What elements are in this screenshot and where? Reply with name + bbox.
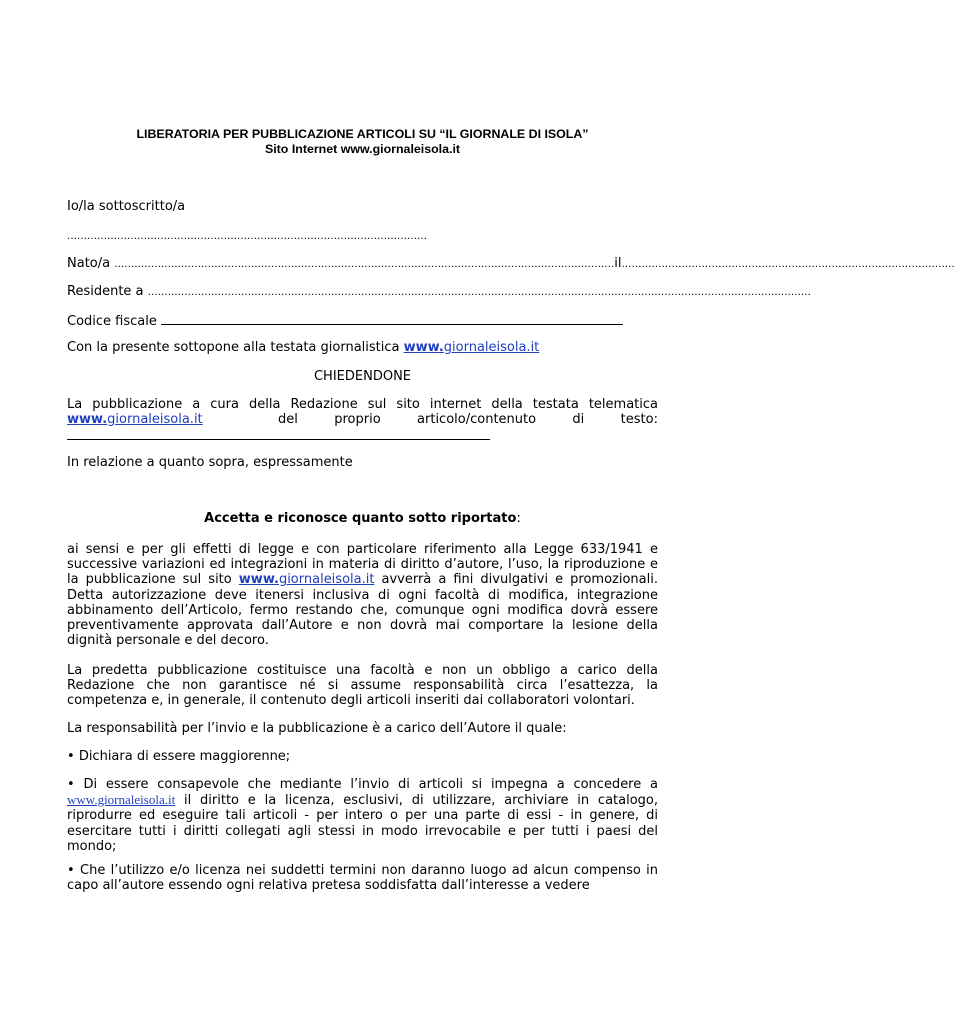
residence-field[interactable]: ……………………………………………………………………………………………………………………………………………………………………….……… xyxy=(147,287,811,298)
residence-line xyxy=(67,284,811,300)
intro-line xyxy=(67,340,658,355)
signer-field[interactable]: ……………………………………………………………………………………………… xyxy=(67,231,427,242)
residence-label: Residente a xyxy=(67,284,144,299)
article-title-field[interactable] xyxy=(67,439,490,440)
chiedendone-heading: CHIEDENDONE xyxy=(313,369,412,384)
paragraph-rights: ai sensi e per gli effetti di legge e con particolare riferimento alla Legge 633/1941 e successive variazioni ed integrazioni in materia di diritto d’autore, l’uso, la riproduzione e la pubblicazione sul sito www.giornaleisola.it avverrà a fini divulgativi e promozionali. Detta autorizzazione deve itenersi inclusiva di ogni facoltà di modifica, integrazione abbinamento dell’Articolo, fermo restando che, comunque ogni modifica dovrà essere preventivamente approvata dall’Autore e non dovrà mai comportare la lesione della dignità personale e del decoro. xyxy=(67,542,658,649)
birth-il-label: il xyxy=(614,256,622,271)
bullet-adult: • Dichiara di essere maggiorenne; xyxy=(67,749,291,764)
bullet-marker: • xyxy=(67,863,75,878)
request-after-text: del proprio articolo/contenuto di testo: xyxy=(278,412,658,427)
fiscal-code-line xyxy=(67,312,658,329)
bullet-marker: • xyxy=(67,749,75,764)
relation-text: In relazione a quanto sopra, espressamente xyxy=(67,455,353,470)
intro-text: Con la presente sottopone alla testata giornalistica xyxy=(67,340,400,355)
fiscal-code-field[interactable] xyxy=(161,312,623,325)
site-link[interactable]: www.giornaleisola.it xyxy=(403,340,540,355)
paragraph-site-link[interactable]: www.giornaleisola.it xyxy=(238,572,375,588)
signer-label: Io/la sottoscritto/a xyxy=(67,199,186,214)
document-title: LIBERATORIA PER PUBBLICAZIONE ARTICOLI SU “IL GIORNALE DI ISOLA” xyxy=(136,127,589,141)
birth-place-field[interactable]: …………………………………………………………………………………………………………………………………… xyxy=(114,259,615,270)
bullet-marker: • xyxy=(67,777,75,792)
birth-line xyxy=(67,256,955,272)
paragraph-publication: La predetta pubblicazione costituisce una facoltà e non un obbligo a carico della Redazione che non garantisce né si assume responsabilità circa l’esattezza, la competenza e, in generale, il contenuto degli articoli inseriti dai collaboratori volontari. xyxy=(67,663,658,709)
bullet-no-compensation: • Che l’utilizzo e/o licenza nei suddetti termini non daranno luogo ad alcun compenso in capo all’autore essendo ogni relativa pretesa soddisfatta dall’interesse a vedere xyxy=(67,863,658,894)
license-site-link[interactable]: www.giornaleisola.it xyxy=(67,792,176,808)
document-subtitle: Sito Internet www.giornaleisola.it xyxy=(264,142,461,156)
birth-label: Nato/a xyxy=(67,256,111,271)
paragraph-responsibility: La responsabilità per l’invio e la pubblicazione è a carico dell’Autore il quale: xyxy=(67,721,567,736)
request-line-2 xyxy=(67,412,658,427)
request-line-1: La pubblicazione a cura della Redazione sul sito internet della testata telematica xyxy=(67,397,658,412)
request-site-link[interactable]: www.giornaleisola.it xyxy=(67,412,203,427)
fiscal-code-label: Codice fiscale xyxy=(67,314,157,329)
accept-heading: Accetta e riconosce quanto sotto riportato: xyxy=(204,511,521,526)
birth-date-field[interactable]: ………………………………………………………………………………………. xyxy=(621,259,955,270)
bullet-license: • Di essere consapevole che mediante l’invio di articoli si impegna a concedere a www.giornaleisola.it il diritto e la licenza, esclusivi, di utilizzare, archiviare in catalogo, riprodurre ed eseguire tali articoli - per intero o per una parte di essi - in genere, di esercitare tutti i diritti collegati agli stessi in modo irrevocabile e per tutti i paesi del mondo; xyxy=(67,777,659,854)
